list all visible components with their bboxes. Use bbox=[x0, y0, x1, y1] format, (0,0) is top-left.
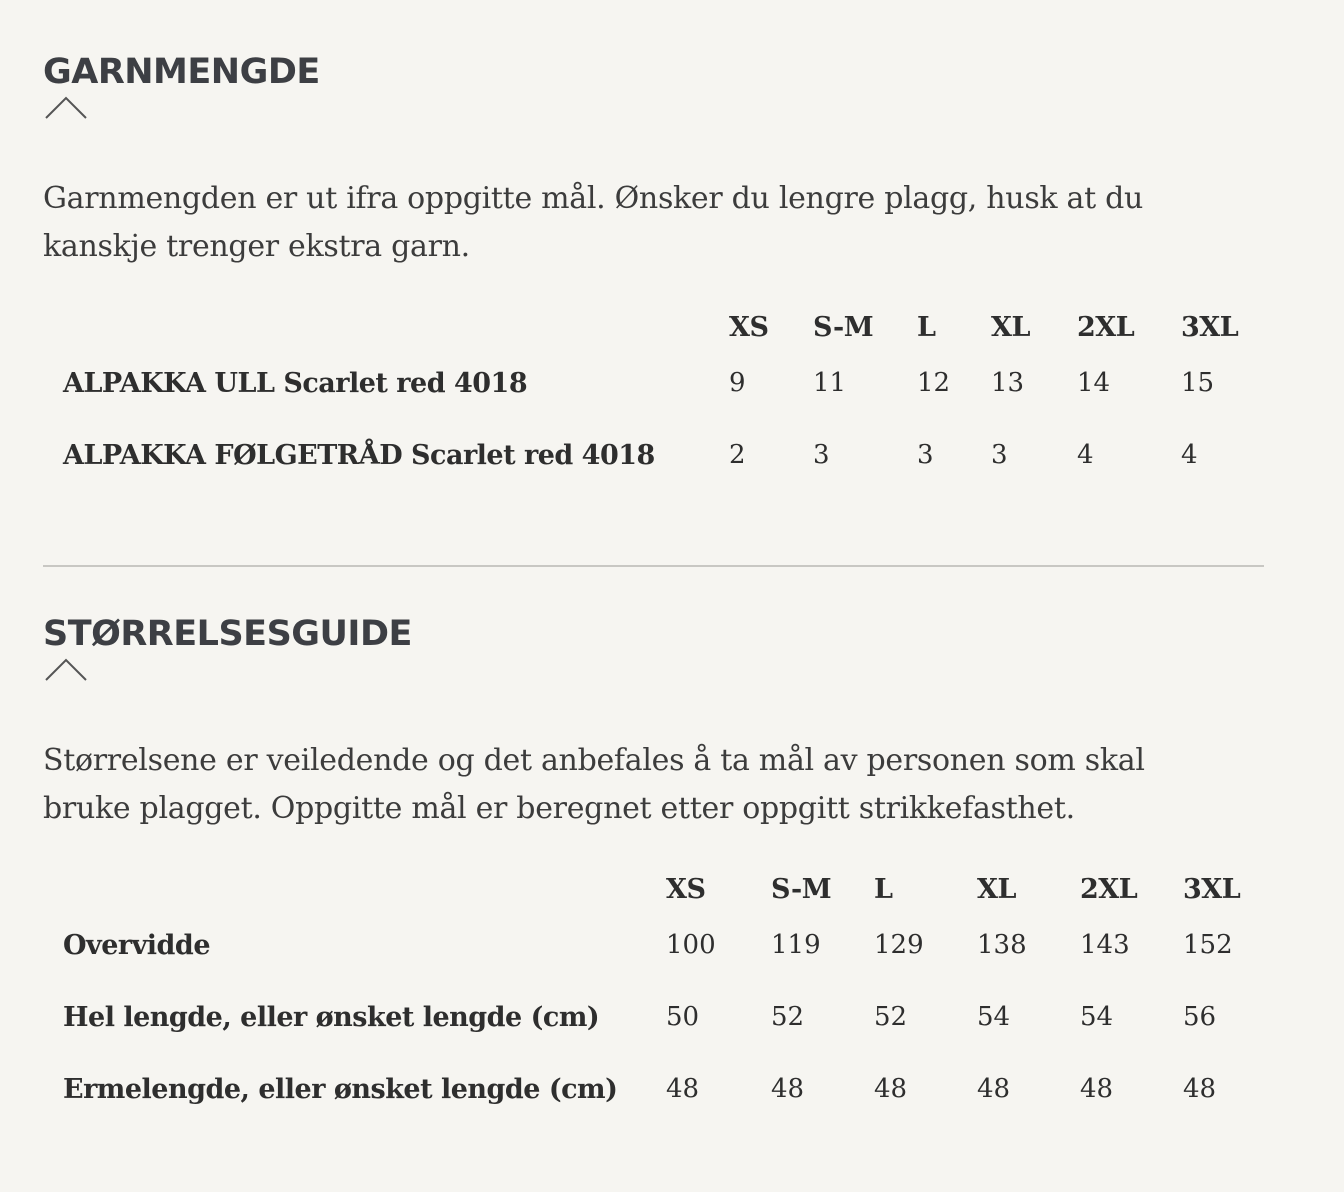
size-row-label: Overvidde bbox=[63, 929, 210, 961]
yarn-cell: 13 bbox=[991, 368, 1025, 398]
chevron-up-icon[interactable] bbox=[43, 93, 89, 121]
yarn-section-title[interactable]: GARNMENGDE bbox=[43, 52, 320, 92]
yarn-cell: 14 bbox=[1077, 368, 1111, 398]
size-cell: 56 bbox=[1183, 1002, 1217, 1032]
size-guide-intro: Størrelsene er veiledende og det anbefales å ta mål av personen som skal bruke plagget. Oppgitte mål er beregnet etter oppgitt strikkefasthet. bbox=[43, 743, 1145, 826]
yarn-size-header: S-M bbox=[813, 311, 874, 343]
size-cell: 138 bbox=[977, 930, 1027, 960]
table-row bbox=[43, 347, 1261, 419]
size-cell: 48 bbox=[666, 1074, 700, 1104]
size-cell: 48 bbox=[874, 1074, 908, 1104]
size-row-label: Ermelengde, eller ønsket lengde (cm) bbox=[63, 1073, 618, 1105]
table-row bbox=[43, 419, 1261, 491]
size-cell: 129 bbox=[874, 930, 924, 960]
size-cell: 54 bbox=[1080, 1002, 1114, 1032]
section-divider bbox=[43, 565, 1264, 567]
yarn-section bbox=[43, 52, 1265, 491]
yarn-cell: 3 bbox=[991, 440, 1008, 470]
size-cell: 48 bbox=[977, 1074, 1011, 1104]
size-cell: 48 bbox=[1080, 1074, 1114, 1104]
size-header: L bbox=[874, 873, 893, 905]
yarn-cell: 15 bbox=[1181, 368, 1215, 398]
chevron-up-icon[interactable] bbox=[43, 655, 89, 683]
size-header: XS bbox=[666, 873, 706, 905]
yarn-cell: 4 bbox=[1077, 440, 1094, 470]
yarn-cell: 4 bbox=[1181, 440, 1198, 470]
size-cell: 52 bbox=[874, 1002, 908, 1032]
size-cell: 152 bbox=[1183, 930, 1233, 960]
yarn-table bbox=[43, 307, 1261, 491]
size-cell: 143 bbox=[1080, 930, 1130, 960]
size-guide-title[interactable]: STØRRELSESGUIDE bbox=[43, 614, 412, 654]
yarn-cell: 11 bbox=[813, 368, 847, 398]
size-row-label: Hel lengde, eller ønsket lengde (cm) bbox=[63, 1001, 600, 1033]
table-row bbox=[43, 909, 1265, 981]
yarn-row-label: ALPAKKA FØLGETRÅD Scarlet red 4018 bbox=[63, 439, 655, 471]
size-cell: 48 bbox=[771, 1074, 805, 1104]
table-row bbox=[43, 981, 1265, 1053]
size-guide-table bbox=[43, 869, 1265, 1125]
yarn-size-header: XL bbox=[991, 311, 1030, 343]
size-header: 2XL bbox=[1080, 873, 1138, 905]
yarn-cell: 12 bbox=[917, 368, 951, 398]
yarn-table-header bbox=[43, 307, 1261, 347]
yarn-size-header: 3XL bbox=[1181, 311, 1239, 343]
size-cell: 119 bbox=[771, 930, 821, 960]
size-cell: 100 bbox=[666, 930, 716, 960]
yarn-size-header: L bbox=[917, 311, 936, 343]
yarn-cell: 2 bbox=[729, 440, 746, 470]
yarn-header-empty bbox=[43, 307, 729, 347]
size-guide-section bbox=[43, 614, 1265, 1125]
size-header: 3XL bbox=[1183, 873, 1241, 905]
yarn-intro: Garnmengden er ut ifra oppgitte mål. Ønsker du lengre plagg, husk at du kanskje trenger ekstra garn. bbox=[43, 181, 1144, 264]
size-cell: 52 bbox=[771, 1002, 805, 1032]
size-header: S-M bbox=[771, 873, 832, 905]
yarn-cell: 9 bbox=[729, 368, 746, 398]
size-cell: 54 bbox=[977, 1002, 1011, 1032]
size-header-empty bbox=[43, 869, 666, 909]
size-cell: 48 bbox=[1183, 1074, 1217, 1104]
yarn-row-label: ALPAKKA ULL Scarlet red 4018 bbox=[63, 367, 528, 399]
yarn-cell: 3 bbox=[917, 440, 934, 470]
size-cell: 50 bbox=[666, 1002, 700, 1032]
yarn-cell: 3 bbox=[813, 440, 830, 470]
size-header: XL bbox=[977, 873, 1016, 905]
yarn-size-header: XS bbox=[729, 311, 769, 343]
yarn-size-header: 2XL bbox=[1077, 311, 1135, 343]
size-guide-table-header bbox=[43, 869, 1265, 909]
table-row bbox=[43, 1053, 1265, 1125]
